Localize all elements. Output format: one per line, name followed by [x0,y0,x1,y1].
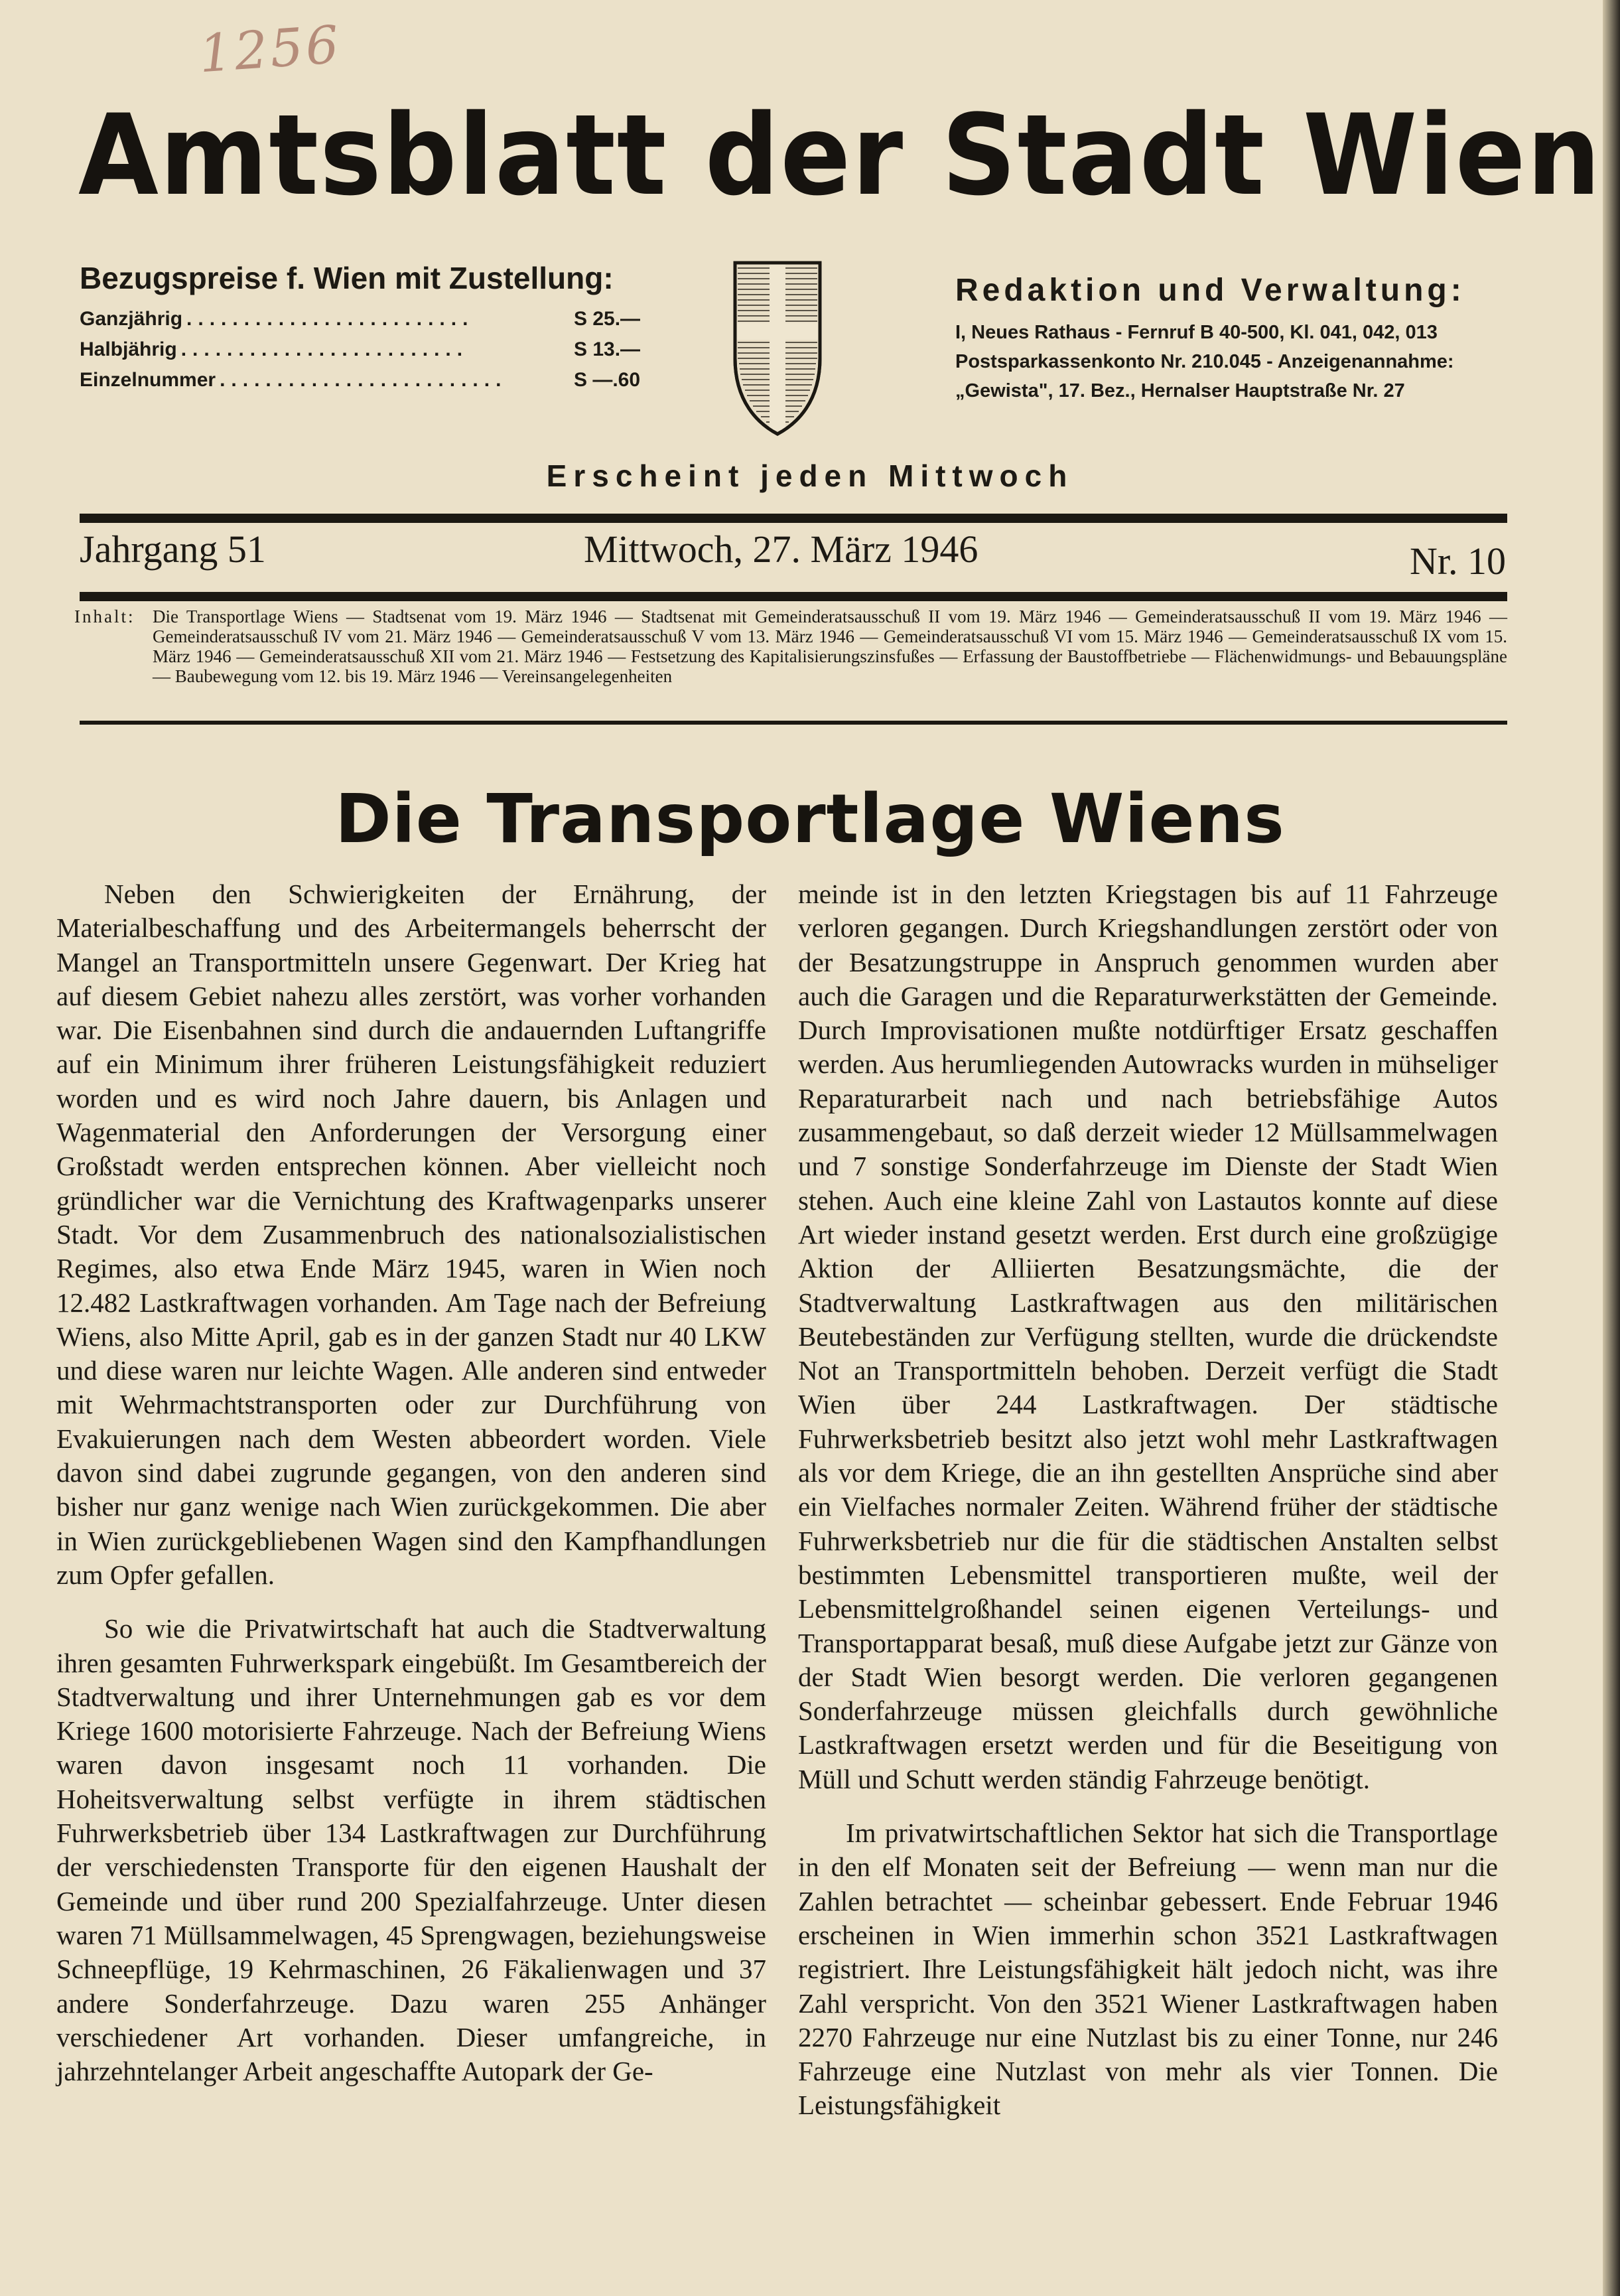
price-value: S —.60 [574,369,641,391]
divider [80,721,1507,725]
handwritten-note: 1256 [197,15,344,85]
vienna-coat-of-arms-icon [731,259,824,438]
editorial-account: Postsparkassenkonto Nr. 210.045 - Anzeigenannahme: [955,351,1454,372]
editorial-title: Redaktion und Verwaltung: [955,273,1465,308]
price-row [80,308,663,338]
divider [80,514,1507,523]
price-label: Einzelnummer [80,369,216,391]
dot-leader: ......................... [180,338,469,360]
issue-date: Mittwoch, 27. März 1946 [584,528,979,571]
issue-bar [80,524,1506,588]
scan-edge [1603,0,1620,2296]
dot-leader: ......................... [186,308,474,330]
article-paragraph: Im privatwirtschaftlichen Sektor hat sich die Transportlage in den elf Monaten seit der Befreiung — wenn man nur die Zahlen betrachtet — scheinbar gebessert. Ende Februar 1946 erscheinen in Wien immerhin schon 3521 Lastkraftwagen registriert. Ihre Leistungsfähigkeit hält jedoch nicht, was ihre Zahl verspricht. Von den 3521 Wiener Lastkraftwagen haben 2270 Fahrzeuge nur eine Nutzlast bis zu einer Tonne, nur 246 Fahrzeuge eine Nutzlast von mehr als vier Tonnen. Die Leistungsfähigkeit [798,1818,1498,2121]
volume: Jahrgang 51 [80,528,266,571]
contents-label: Inhalt: [74,607,135,626]
masthead-title: Amtsblatt der Stadt Wien [78,90,1602,220]
issue-number: Nr. 10 [1410,539,1506,583]
divider [80,592,1507,601]
price-label: Halbjährig [80,338,177,360]
dot-leader: ......................... [220,369,507,391]
editorial-address: I, Neues Rathaus - Fernruf B 40-500, Kl. 041, 042, 013 [955,322,1438,343]
article-column-right [798,877,1498,2143]
subscription-prices [80,260,663,399]
price-row [80,338,663,369]
article-column-left [56,877,766,2108]
price-label: Ganzjährig [80,308,183,330]
editorial-ads: „Gewista", 17. Bez., Hernalser Hauptstraße Nr. 27 [955,380,1405,401]
article-paragraph: So wie die Privatwirtschaft hat auch die Stadtverwaltung ihren gesamten Fuhrwerkspark eingebüßt. Im Gesamtbereich der Stadtverwaltung und ihrer Unternehmungen gab es vor dem Kriege 1600 motorisierte Fahrzeuge. Nach der Befreiung Wiens waren davon insgesamt noch 11 vorhanden. Die Hoheitsverwaltung selbst verfügte in ihrem städtischen Fuhrwerksbetrieb über 134 Lastkraftwagen zur Durchführung der verschiedensten Transporte für den eigenen Haushalt der Gemeinde und über rund 200 Spezialfahrzeuge. Unter diesen waren 71 Müllsammelwagen, 45 Sprengwagen, beziehungsweise Schneepflüge, 19 Kehrmaschinen, 26 Fäkalienwagen und 37 andere Sonderfahrzeuge. Dazu waren 255 Anhänger verschiedener Art vorhanden. Dieser umfangreiche, in jahrzehntelanger Arbeit angeschaffte Autopark der Ge- [56,1613,766,2087]
table-of-contents [74,607,1507,686]
article-title: Die Transportlage Wiens [335,780,1285,859]
article-paragraph: meinde ist in den letzten Kriegstagen bis auf 11 Fahrzeuge verloren gegangen. Durch Kriegshandlungen zerstört oder von der Besatzungstruppe in Anspruch genommen wurden aber auch die Garagen und die Reparaturwerkstätten der Gemeinde. Durch Improvisationen mußte notdürftiger Ersatz geschaffen werden. Aus herumliegenden Autowracks wurden in mühseliger Reparaturarbeit nach und nach betriebsfähige Autos zusammengebaut, so daß derzeit wieder 12 Müllsammelwagen und 7 sonstige Sonderfahrzeuge im Dienste der Stadt Wien stehen. Auch eine kleine Zahl von Lastautos konnte auf diese Art wieder instand gesetzt werden. Erst durch eine großzügige Aktion der Alliierten Besatzungsmächte, die der Stadtverwaltung Lastkraftwagen aus den militärischen Beutebeständen zur Verfügung stellten, wurde die drückendste Not an Transportmitteln behoben. Derzeit verfügt die Stadt Wien über 244 Lastkraftwagen. Der städtische Fuhrwerksbetrieb besitzt also jetzt wohl mehr Lastkraftwagen als vor dem Kriege, die an ihn gestellten Ansprüche sind aber ein Vielfaches normaler Zeiten. Während früher der städtische Fuhrwerksbetrieb nur die für die städtischen Anstalten selbst bestimmten Lebensmittel transportieren mußte, weil der Lebensmittelgroßhandel seinen eigenen Verteilungs- und Transportapparat besaß, muß diese Aufgabe jetzt zur Gänze von der Stadt Wien besorgt werden. Die verloren gegangenen Sonderfahrzeuge müssen gleichfalls durch gewöhnliche Lastkraftwagen ersetzt werden und für die Beseitigung von Müll und Schutt werden ständig Fahrzeuge benötigt. [798,879,1498,1794]
subscription-title: Bezugspreise f. Wien mit Zustellung: [80,261,614,295]
price-row [80,369,663,399]
price-value: S 13.— [574,338,641,360]
contents-text: Die Transportlage Wiens — Stadtsenat vom 19. März 1946 — Stadtsenat mit Gemeinderatsausschuß II vom 19. März 1946 — Gemeinderatsausschuß II vom 19. März 1946 — Gemeinderatsausschuß IV vom 21. März 1946 — Gemeinderatsausschuß V vom 13. März 1946 — Gemeinderatsausschuß VI vom 15. März 1946 — Gemeinderatsausschuß IX vom 15. März 1946 — Gemeinderatsausschuß XII vom 21. März 1946 — Festsetzung des Kapitalisierungszinsfußes — Erfassung der Baustoffbetriebe — Flächenwidmungs- und Bebauungspläne — Baubewegung vom 12. bis 19. März 1946 — Vereinsangelegenheiten [153,607,1507,686]
publication-frequency: Erscheint jeden Mittwoch [546,459,1074,493]
article-paragraph: Neben den Schwierigkeiten der Ernährung, der Materialbeschaffung und des Arbeitermangels beherrscht der Mangel an Transportmitteln unsere Gegenwart. Der Krieg hat auf diesem Gebiet nahezu alles zerstört, was vorher vorhanden war. Die Eisenbahnen sind durch die andauernden Luftangriffe auf ein Minimum ihrer früheren Leistungsfähigkeit reduziert worden und es wird noch Jahre dauern, bis Anlagen und Wagenmaterial den Anforderungen der Versorgung einer Großstadt werden entsprechen können. Aber vielleicht noch gründlicher war die Vernichtung des Kraftwagenparks unserer Stadt. Vor dem Zusammenbruch des nationalsozialistischen Regimes, also etwa Ende März 1945, waren in Wien noch 12.482 Lastkraftwagen vorhanden. Am Tage nach der Befreiung Wiens, also Mitte April, gab es in der ganzen Stadt nur 40 LKW und diese waren nur leichte Wagen. Alle anderen sind entweder mit Wehrmachtstransporten oder zur Durchführung von Evakuierungen nach dem Westen abbeordert worden. Viele davon sind dabei zugrunde gegangen, von den anderen sind bisher nur ganz wenige nach Wien zurückgekommen. Die aber in Wien zurückgebliebenen Wagen sind den Kampfhandlungen zum Opfer gefallen. [56,879,766,1590]
price-value: S 25.— [574,308,641,330]
editorial-office [955,272,1532,405]
